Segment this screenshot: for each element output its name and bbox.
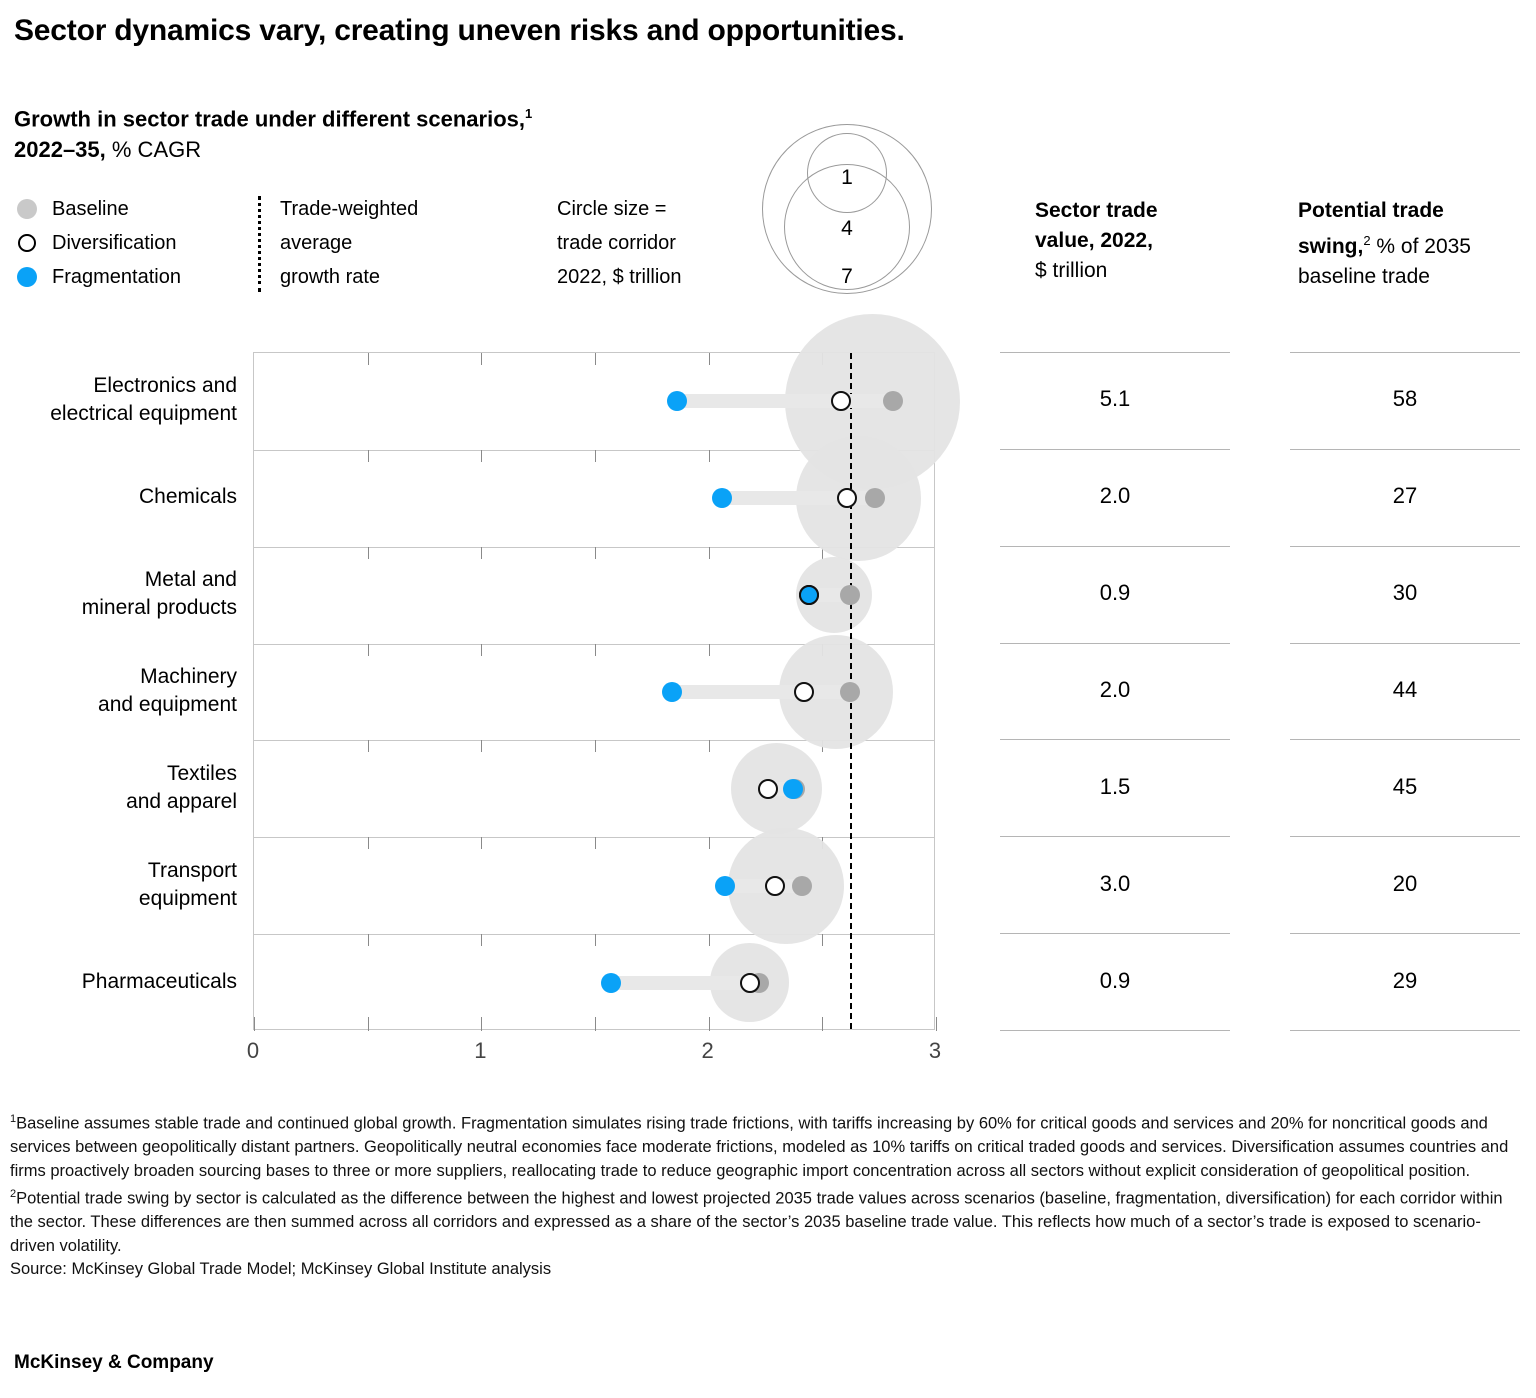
row-label-line1: Electronics and xyxy=(93,374,237,398)
legend-average-note-line2: average xyxy=(280,232,353,254)
potential-trade-swing-rule xyxy=(1290,449,1520,450)
fragmentation-circle-icon xyxy=(14,267,40,287)
row-label-7 xyxy=(7,968,237,996)
row-label-3 xyxy=(7,566,237,622)
x-axis-minor-tick xyxy=(481,450,482,462)
source-line: Source: McKinsey Global Trade Model; McKinsey Global Institute analysis xyxy=(10,1260,552,1278)
x-axis-minor-tick xyxy=(368,837,369,849)
legend-label-fragmentation: Fragmentation xyxy=(52,266,181,288)
legend xyxy=(14,192,254,294)
x-axis-minor-tick xyxy=(481,837,482,849)
x-axis-minor-tick xyxy=(368,644,369,656)
column-header-sector-value xyxy=(1035,196,1255,286)
x-axis-minor-tick xyxy=(709,547,710,559)
sector-trade-value-cell: 0.9 xyxy=(1099,580,1131,606)
row-label-line1: Textiles xyxy=(166,761,237,785)
sector-trade-value-rule xyxy=(1000,546,1230,547)
x-axis-label-1: 1 xyxy=(474,1038,487,1063)
sector-trade-value-rule xyxy=(1000,739,1230,740)
sector-trade-value-top-rule xyxy=(1000,352,1230,353)
sector-trade-value-cell: 0.9 xyxy=(1099,967,1131,993)
fragmentation-point xyxy=(799,585,819,605)
baseline-point xyxy=(840,682,860,702)
scenario-range-connector xyxy=(672,685,849,699)
x-axis-minor-tick xyxy=(709,934,710,946)
diversification-point xyxy=(794,682,814,702)
baseline-circle-icon xyxy=(14,199,40,219)
subtitle-footnote-marker: 1 xyxy=(525,106,533,121)
footnote-1-text: Baseline assumes stable trade and continued global growth. Fragmentation simulates rising trade frictions, with tariffs increasing by 60% for critical goods and services and 20% for noncritical goods and services between geopolitically distant partners. Geopolitically neutral economies face moderate frictions, modeled as 10% tariffs on critical traded goods and services. Diversification assumes countries and firms proactively broaden sourcing bases to three or more suppliers, reallocating trade to reduce geographic import concentration across all sectors without explicit consideration of geopolitical position. xyxy=(10,1114,1509,1180)
baseline-point xyxy=(865,488,885,508)
swing-footnote-marker: 2 xyxy=(1363,233,1371,248)
fragmentation-point xyxy=(601,973,621,993)
sector-trade-value-rule xyxy=(1000,643,1230,644)
x-axis-tick xyxy=(709,1017,710,1031)
potential-trade-swing-rule xyxy=(1290,1030,1520,1031)
diversification-point xyxy=(740,973,760,993)
row-label-5 xyxy=(7,760,237,816)
x-axis-minor-tick xyxy=(595,547,596,559)
x-axis-minor-tick xyxy=(481,934,482,946)
subtitle-units: % CAGR xyxy=(105,137,202,163)
sector-trade-value-rule xyxy=(1000,449,1230,450)
subtitle-years: 2022–35, xyxy=(14,137,106,163)
bubble-key-label-7: 7 xyxy=(841,265,853,288)
potential-trade-swing-cell: 27 xyxy=(1392,483,1418,509)
potential-trade-swing-cell: 58 xyxy=(1392,386,1418,412)
footnotes xyxy=(10,1108,1522,1282)
baseline-point xyxy=(792,876,812,896)
x-axis-minor-tick xyxy=(481,547,482,559)
baseline-point xyxy=(840,585,860,605)
footnote-1 xyxy=(10,1108,1522,1183)
x-axis-minor-tick xyxy=(368,547,369,559)
x-axis-minor-tick xyxy=(595,353,596,365)
legend-average-note-line1: Trade-weighted xyxy=(280,198,419,220)
footnote-2-marker: 2 xyxy=(10,1188,17,1200)
circle-note-line2: trade corridor xyxy=(557,232,676,254)
sector-trade-value-rule xyxy=(1000,836,1230,837)
diversification-point xyxy=(765,876,785,896)
legend-label-baseline: Baseline xyxy=(52,198,129,220)
sector-trade-value-cell: 3.0 xyxy=(1099,870,1131,896)
x-axis-label-0: 0 xyxy=(246,1038,260,1063)
row-separator xyxy=(254,934,934,935)
x-axis-label-2: 2 xyxy=(701,1038,714,1063)
row-label-line1: Chemicals xyxy=(138,485,237,509)
x-axis-tick xyxy=(936,1017,937,1031)
bubble-key-label-4: 4 xyxy=(841,217,853,240)
footnote-2-text: Potential trade swing by sector is calculated as the difference between the highest and lowest projected 2035 trade values across scenarios (baseline, fragmentation, diversification) for each corridor within the sector. These differences are then summed across all corridors and expressed as a share of the sector’s 2035 baseline trade value. This reflects how much of a sector’s trade is exposed to scenario-driven volatility. xyxy=(10,1189,1503,1255)
legend-item-fragmentation xyxy=(14,260,254,294)
x-axis-minor-tick xyxy=(481,353,482,365)
swing-head-line2-bold: swing, xyxy=(1298,235,1364,258)
row-label-line2: and apparel xyxy=(126,789,237,813)
legend-average-note-line3: growth rate xyxy=(280,266,381,288)
legend-label-diversification: Diversification xyxy=(52,232,177,254)
row-label-line1: Machinery xyxy=(140,665,237,688)
row-label-2 xyxy=(7,483,237,511)
potential-trade-swing-rule xyxy=(1290,546,1520,547)
x-axis-label-3: 3 xyxy=(928,1038,942,1063)
x-axis-minor-tick xyxy=(595,644,596,656)
x-axis-minor-tick xyxy=(709,450,710,462)
row-label-1 xyxy=(7,372,237,428)
row-label-line2: equipment xyxy=(138,886,237,910)
potential-trade-swing-cell: 29 xyxy=(1392,967,1418,993)
swing-head-line2-rest: % of 2035 xyxy=(1370,235,1471,258)
row-label-line1: Metal and xyxy=(144,568,237,592)
potential-trade-swing-top-rule xyxy=(1290,352,1520,353)
scenario-range-connector xyxy=(677,394,893,408)
x-axis-minor-tick xyxy=(709,740,710,752)
circle-note-line1: Circle size = xyxy=(557,198,667,220)
x-axis-minor-tick xyxy=(709,837,710,849)
sector-value-head-line2: value, 2022, xyxy=(1035,229,1153,252)
row-label-line2: mineral products xyxy=(81,596,237,620)
swing-head-line2 xyxy=(1298,226,1528,262)
potential-trade-swing-rule xyxy=(1290,933,1520,934)
x-axis-tick xyxy=(481,1017,482,1031)
potential-trade-swing-cell: 45 xyxy=(1392,773,1418,799)
page-title: Sector dynamics vary, creating uneven risks and opportunities. xyxy=(14,14,905,47)
x-axis-minor-tick xyxy=(595,740,596,752)
column-header-trade-swing xyxy=(1298,196,1528,292)
legend-item-baseline xyxy=(14,192,254,226)
fragmentation-point xyxy=(667,391,687,411)
sector-value-head-line3: $ trillion xyxy=(1035,259,1108,282)
potential-trade-swing-cell: 44 xyxy=(1392,677,1418,702)
legend-average-note xyxy=(280,192,530,294)
row-label-line2: electrical equipment xyxy=(50,402,237,426)
x-axis-minor-tick xyxy=(481,644,482,656)
x-axis-tick xyxy=(595,1017,596,1031)
swing-head-line1: Potential trade xyxy=(1298,199,1444,222)
sector-trade-value-cell: 2.0 xyxy=(1099,677,1131,702)
footnote-2 xyxy=(10,1183,1522,1258)
sector-trade-value-rule xyxy=(1000,1030,1230,1031)
potential-trade-swing-rule xyxy=(1290,739,1520,740)
subtitle-bold-part: Growth in sector trade under different scenarios, xyxy=(14,106,525,132)
swing-head-line3: baseline trade xyxy=(1298,265,1430,288)
row-label-4 xyxy=(7,663,237,719)
x-axis-minor-tick xyxy=(368,353,369,365)
row-separator xyxy=(254,837,934,838)
x-axis-minor-tick xyxy=(368,934,369,946)
x-axis-tick xyxy=(822,1017,823,1031)
sector-trade-value-rule xyxy=(1000,933,1230,934)
legend-circle-size-note xyxy=(557,192,757,294)
potential-trade-swing-cell: 20 xyxy=(1392,870,1418,896)
x-axis-minor-tick xyxy=(709,353,710,365)
x-axis-minor-tick xyxy=(822,934,823,946)
fragmentation-point xyxy=(783,779,803,799)
legend-item-diversification xyxy=(14,226,254,260)
x-axis-minor-tick xyxy=(481,740,482,752)
scatter-plot xyxy=(253,352,935,1030)
potential-trade-swing-cell: 30 xyxy=(1392,580,1418,606)
x-axis-minor-tick xyxy=(368,450,369,462)
x-axis-tick xyxy=(254,1017,255,1031)
x-axis-tick xyxy=(368,1017,369,1031)
bubble-size-key xyxy=(762,124,932,304)
x-axis-minor-tick xyxy=(709,644,710,656)
diversification-circle-icon xyxy=(14,234,40,252)
x-axis-minor-tick xyxy=(595,837,596,849)
potential-trade-swing-rule xyxy=(1290,643,1520,644)
diversification-point xyxy=(831,391,851,411)
row-label-line1: Pharmaceuticals xyxy=(81,969,237,993)
brand-mckinsey: McKinsey & Company xyxy=(14,1352,214,1373)
circle-note-line3: 2022, $ trillion xyxy=(557,266,682,288)
fragmentation-point xyxy=(662,682,682,702)
sector-trade-value-cell: 2.0 xyxy=(1099,483,1131,509)
legend-divider xyxy=(258,196,261,292)
row-label-6 xyxy=(7,857,237,913)
bubble-key-label-1: 1 xyxy=(841,166,853,189)
sector-trade-value-cell: 1.5 xyxy=(1099,773,1131,799)
chart-subtitle xyxy=(14,98,774,165)
scenario-range-connector xyxy=(725,879,802,893)
x-axis-minor-tick xyxy=(595,934,596,946)
fragmentation-point xyxy=(715,876,735,896)
x-axis-minor-tick xyxy=(368,740,369,752)
row-label-line2: and equipment xyxy=(98,693,237,716)
footnote-1-marker: 1 xyxy=(10,1113,17,1125)
sector-value-head-line1: Sector trade xyxy=(1035,199,1158,222)
x-axis-minor-tick xyxy=(595,450,596,462)
row-label-line1: Transport xyxy=(147,858,237,882)
scenario-range-connector xyxy=(611,976,759,990)
sector-trade-value-cell: 5.1 xyxy=(1099,386,1131,412)
potential-trade-swing-rule xyxy=(1290,836,1520,837)
fragmentation-point xyxy=(712,488,732,508)
diversification-point xyxy=(758,779,778,799)
